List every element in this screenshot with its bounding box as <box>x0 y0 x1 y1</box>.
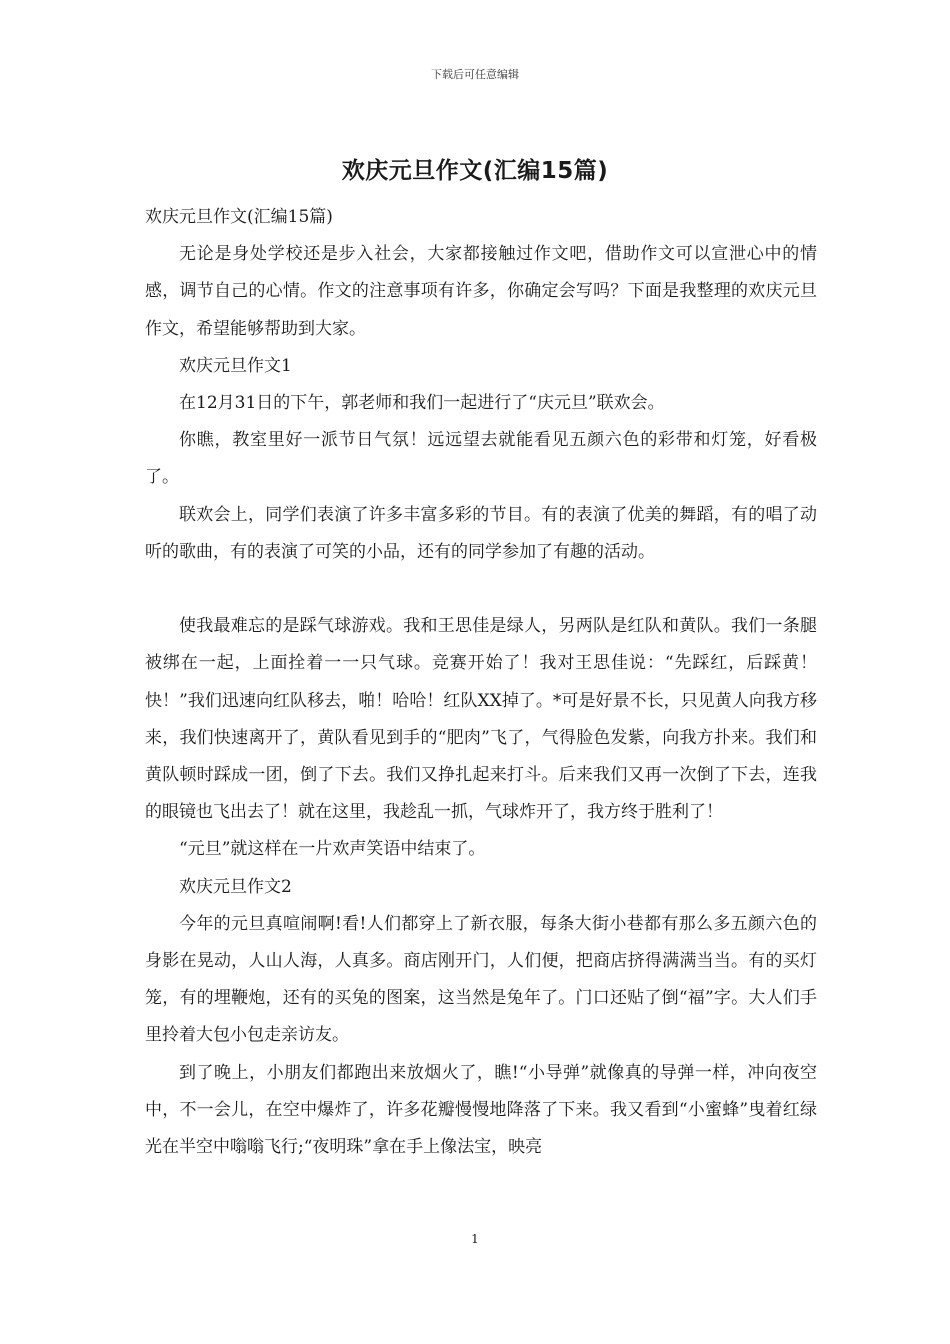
document-subtitle: 欢庆元旦作文(汇编15篇) <box>145 207 333 227</box>
section-heading-2: 欢庆元旦作文2 <box>179 876 292 897</box>
body-paragraph: 到了晚上，小朋友们都跑出来放烟火了，瞧!“小导弹”就像真的导弹一样，冲向夜空中，不一会儿，在空中爆炸了，许多花瓣慢慢地降落了下来。我又看到“小蜜蜂”曳着红绿光在半空中嗡嗡飞行;“夜明珠”拿在手上像法宝，映亮 <box>145 1062 817 1158</box>
body-paragraph: 使我最难忘的是踩气球游戏。我和王思佳是绿人，另两队是红队和黄队。我们一条腿被绑在一起，上面拴着一一只气球。竞赛开始了！我对王思佳说：“先踩红，后踩黄！快！”我们迅速向红队移去，啪！哈哈！红队XX掉了。*可是好景不长，只见黄人向我方移来，我们快速离开了，黄队看见到手的“肥肉”飞了，气得脸色发紫，向我方扑来。我们和黄队顿时踩成一团，倒了下去。我们又挣扎起来打斗。后来我们又再一次倒了下去，连我的眼镜也飞出去了！就在这里，我趁乱一抓，气球炸开了，我方终于胜利了！ <box>145 616 817 823</box>
body-paragraph: 在12月31日的下午，郭老师和我们一起进行了“庆元旦”联欢会。 <box>179 393 665 414</box>
body-paragraph: 你瞧，教室里好一派节日气氛！远远望去就能看见五颜六色的彩带和灯笼，好看极了。 <box>145 430 817 488</box>
document-body <box>145 199 817 1166</box>
body-paragraph: 今年的元旦真喧闹啊!看!人们都穿上了新衣服，每条大街小巷都有那么多五颜六色的身影在晃动，人山人海，人真多。商店刚开门，人们便，把商店挤得满满当当。有的买灯笼，有的埋鞭炮，还有的买兔的图案，这当然是兔年了。门口还贴了倒“福”字。大人们手里拎着大包小包走亲访友。 <box>145 913 817 1046</box>
body-paragraph: 联欢会上，同学们表演了许多丰富多彩的节目。有的表演了优美的舞蹈，有的唱了动听的歌曲，有的表演了可笑的小品，还有的同学参加了有趣的活动。 <box>145 504 817 562</box>
page-number: 1 <box>471 1232 479 1246</box>
body-paragraph: “元旦”就这样在一片欢声笑语中结束了。 <box>179 839 486 860</box>
document-title: 欢庆元旦作文(汇编15篇) <box>341 158 609 184</box>
section-heading-1: 欢庆元旦作文1 <box>179 355 292 376</box>
intro-paragraph: 无论是身处学校还是步入社会，大家都接触过作文吧，借助作文可以宣泄心中的情感，调节自己的心情。作文的注意事项有许多，你确定会写吗？下面是我整理的欢庆元旦作文，希望能够帮助到大家。 <box>145 244 817 339</box>
page-header-note: 下载后可任意编辑 <box>431 68 519 81</box>
